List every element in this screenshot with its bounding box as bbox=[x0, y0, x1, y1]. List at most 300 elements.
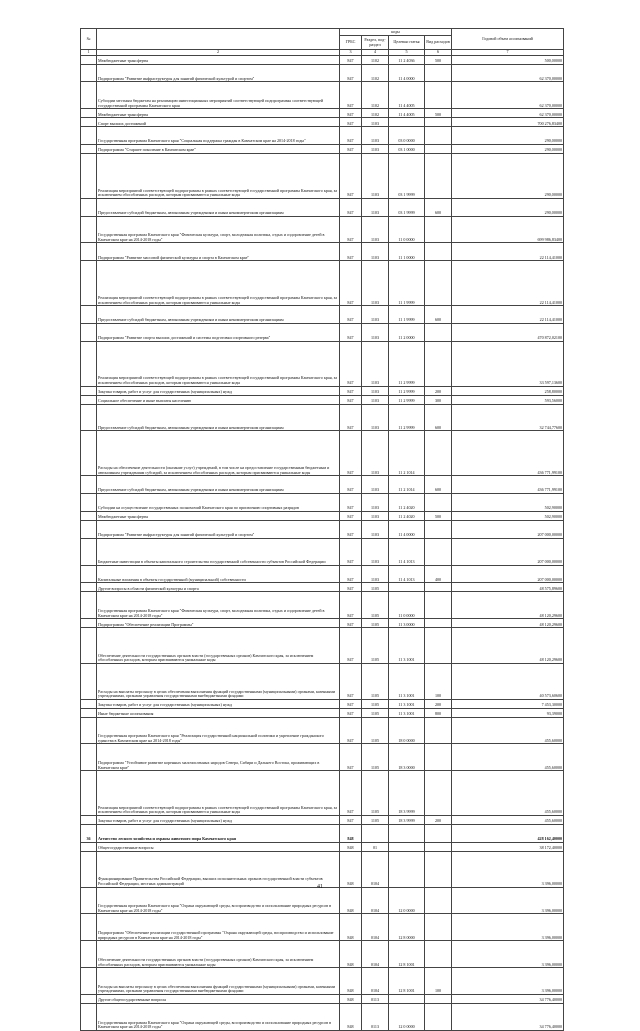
cell-sec: 1103 bbox=[362, 127, 389, 145]
header-section: Раздел, под-раздел bbox=[362, 36, 389, 50]
cell-grbs: 847 bbox=[340, 592, 362, 619]
cell-grbs: 847 bbox=[340, 82, 362, 109]
cell-name: Подпрограмма "Развитие инфраструктуры для занятий физической культурой и спортом" bbox=[97, 64, 340, 82]
table-row bbox=[81, 816, 564, 825]
cell-amt: 428 162,40000 bbox=[452, 825, 564, 843]
cell-typ bbox=[425, 592, 452, 619]
cell-tgt: 11 4 4005 bbox=[389, 109, 425, 118]
cell-no bbox=[81, 995, 97, 1004]
cell-sec: 1105 bbox=[362, 583, 389, 592]
cell-amt: 3 396,00000 bbox=[452, 968, 564, 995]
cell-typ: 800 bbox=[425, 708, 452, 717]
cell-typ bbox=[425, 323, 452, 341]
cell-sec: 1103 bbox=[362, 261, 389, 306]
cell-sec: 1103 bbox=[362, 476, 389, 494]
cell-amt: 22 114,41000 bbox=[452, 243, 564, 261]
cell-amt: 699 986,83400 bbox=[452, 216, 564, 243]
cell-typ bbox=[425, 520, 452, 538]
column-number: 3 bbox=[340, 50, 362, 56]
cell-tgt: 11 4 0000 bbox=[389, 64, 425, 82]
cell-grbs: 847 bbox=[340, 431, 362, 476]
cell-tgt: 11 2 9999 bbox=[389, 341, 425, 386]
cell-tgt: 12 8 0000 bbox=[389, 914, 425, 941]
cell-amt: 93,39000 bbox=[452, 708, 564, 717]
table-row bbox=[81, 404, 564, 431]
cell-typ: 300 bbox=[425, 395, 452, 404]
table-row bbox=[81, 619, 564, 628]
cell-tgt: 11 2 4020 bbox=[389, 493, 425, 511]
cell-typ: 500 bbox=[425, 511, 452, 520]
cell-typ: 200 bbox=[425, 699, 452, 708]
cell-amt: 62 370,00000 bbox=[452, 64, 564, 82]
cell-amt: 502,90000 bbox=[452, 493, 564, 511]
cell-no bbox=[81, 306, 97, 324]
cell-grbs: 847 bbox=[340, 306, 362, 324]
cell-name: Иные бюджетные ассигнования bbox=[97, 708, 340, 717]
cell-tgt: 11 1 0000 bbox=[389, 243, 425, 261]
cell-grbs: 847 bbox=[340, 243, 362, 261]
cell-no bbox=[81, 842, 97, 851]
cell-typ bbox=[425, 243, 452, 261]
cell-grbs: 847 bbox=[340, 816, 362, 825]
cell-amt: 48 120,29600 bbox=[452, 592, 564, 619]
table-row bbox=[81, 511, 564, 520]
cell-amt: 34 776,40000 bbox=[452, 1003, 564, 1030]
table-row bbox=[81, 851, 564, 887]
table-row bbox=[81, 1003, 564, 1030]
cell-amt: 290,00000 bbox=[452, 127, 564, 145]
cell-no bbox=[81, 816, 97, 825]
cell-amt: 40 573,60600 bbox=[452, 663, 564, 699]
cell-tgt: 11 2 9999 bbox=[389, 404, 425, 431]
cell-no bbox=[81, 744, 97, 771]
cell-typ bbox=[425, 216, 452, 243]
cell-name: Предоставление субсидий бюджетным, автономным учреждениям и иным некоммерческим организациям bbox=[97, 198, 340, 216]
cell-grbs: 847 bbox=[340, 261, 362, 306]
cell-no bbox=[81, 395, 97, 404]
cell-name: Межбюджетные трансферты bbox=[97, 109, 340, 118]
cell-no bbox=[81, 565, 97, 583]
cell-tgt bbox=[389, 825, 425, 843]
column-number: 1 bbox=[81, 50, 97, 56]
cell-sec: 1103 bbox=[362, 341, 389, 386]
cell-name: Закупка товаров, работ и услуг для государственных (муниципальных) нужд bbox=[97, 386, 340, 395]
cell-no bbox=[81, 887, 97, 914]
cell-grbs: 847 bbox=[340, 565, 362, 583]
cell-sec: 1105 bbox=[362, 699, 389, 708]
cell-no bbox=[81, 592, 97, 619]
cell-sec: 1105 bbox=[362, 592, 389, 619]
cell-tgt bbox=[389, 851, 425, 887]
cell-name: Обеспечение деятельности государственных органов власти (государственных органов) Камчатского края, за исключением обособленных расходов, которым присваиваются уникальные коды bbox=[97, 628, 340, 664]
table-header bbox=[81, 29, 564, 56]
cell-sec: 1105 bbox=[362, 663, 389, 699]
cell-amt: 290,00000 bbox=[452, 145, 564, 154]
table-row bbox=[81, 565, 564, 583]
cell-grbs: 847 bbox=[340, 64, 362, 82]
table-row bbox=[81, 127, 564, 145]
cell-name: Подпрограмма "Обеспечение реализации государственной программы "Охрана окружающей среды, воспроизводство и использование природных ресурсов в Камчатском крае на 2014-2018 годы" bbox=[97, 914, 340, 941]
cell-tgt: 11 3 1001 bbox=[389, 628, 425, 664]
cell-name: Государственная программа Камчатского края "Реализация государственной национальной политики и укрепление гражданского единства в Камчатском крае на 2014-2018 годы" bbox=[97, 717, 340, 744]
cell-sec: 1103 bbox=[362, 306, 389, 324]
cell-name: Предоставление субсидий бюджетным, автономным учреждениям и иным некоммерческим организациям bbox=[97, 404, 340, 431]
cell-amt: 3 396,00000 bbox=[452, 851, 564, 887]
cell-no bbox=[81, 708, 97, 717]
cell-grbs: 847 bbox=[340, 323, 362, 341]
cell-grbs: 848 bbox=[340, 887, 362, 914]
header-grbs: ГРБС bbox=[340, 36, 362, 50]
cell-grbs: 847 bbox=[340, 708, 362, 717]
cell-sec: 1103 bbox=[362, 511, 389, 520]
cell-tgt: 03 1 9999 bbox=[389, 198, 425, 216]
cell-amt: 436 771,99100 bbox=[452, 476, 564, 494]
cell-typ bbox=[425, 82, 452, 109]
cell-typ: 600 bbox=[425, 476, 452, 494]
cell-name: Реализация мероприятий соответствующей подпрограммы в рамках соответствующей государственной программы Камчатского края, за исключением обособленных расходов, которым присваиваются уникальные коды bbox=[97, 261, 340, 306]
cell-grbs: 848 bbox=[340, 968, 362, 995]
cell-sec: 1103 bbox=[362, 323, 389, 341]
table-row bbox=[81, 995, 564, 1004]
table-row bbox=[81, 261, 564, 306]
cell-no bbox=[81, 914, 97, 941]
cell-sec: 0104 bbox=[362, 968, 389, 995]
cell-no bbox=[81, 431, 97, 476]
cell-typ: 100 bbox=[425, 663, 452, 699]
cell-amt: 593,56000 bbox=[452, 395, 564, 404]
cell-name: Закупка товаров, работ и услуг для государственных (муниципальных) нужд bbox=[97, 816, 340, 825]
cell-sec: 0113 bbox=[362, 1003, 389, 1030]
cell-tgt: 12 0 0000 bbox=[389, 1003, 425, 1030]
cell-typ: 600 bbox=[425, 198, 452, 216]
cell-typ bbox=[425, 118, 452, 127]
page-number: 41 bbox=[317, 884, 323, 890]
cell-amt: 436 771,99100 bbox=[452, 431, 564, 476]
cell-tgt: 03 0 0000 bbox=[389, 127, 425, 145]
cell-sec: 1102 bbox=[362, 55, 389, 64]
cell-name: Государственная программа Камчатского края "Физическая культура, спорт, молодежная политика, отдых и оздоровление детей в Камчатском крае на 2014-2018 годы" bbox=[97, 592, 340, 619]
cell-tgt: 11 4 1013 bbox=[389, 538, 425, 565]
table-row bbox=[81, 717, 564, 744]
cell-grbs: 847 bbox=[340, 520, 362, 538]
cell-grbs: 847 bbox=[340, 744, 362, 771]
cell-tgt: 11 2 0000 bbox=[389, 323, 425, 341]
table-row bbox=[81, 476, 564, 494]
cell-typ: 500 bbox=[425, 55, 452, 64]
table-row bbox=[81, 64, 564, 82]
cell-grbs: 848 bbox=[340, 914, 362, 941]
cell-no bbox=[81, 216, 97, 243]
cell-amt: 3 396,00000 bbox=[452, 914, 564, 941]
cell-amt: 48 120,29600 bbox=[452, 619, 564, 628]
table-row bbox=[81, 708, 564, 717]
cell-name: Функционирование Правительства Российской Федерации, высших исполнительных органов государственной власти субъектов Российской Федерации, местных администраций bbox=[97, 851, 340, 887]
cell-no bbox=[81, 583, 97, 592]
table-row bbox=[81, 825, 564, 843]
table-row bbox=[81, 386, 564, 395]
cell-no bbox=[81, 663, 97, 699]
header-codes-group: коды bbox=[340, 29, 452, 36]
cell-tgt: 18 3 9999 bbox=[389, 771, 425, 816]
cell-amt: 470 872,02100 bbox=[452, 323, 564, 341]
cell-typ bbox=[425, 431, 452, 476]
cell-sec: 01 bbox=[362, 842, 389, 851]
table-row bbox=[81, 306, 564, 324]
cell-name: Бюджетные инвестиции в объекты капитального строительства государственной собственности субъектов Российской Федерации bbox=[97, 538, 340, 565]
header-type: Вид расходов bbox=[425, 36, 452, 50]
table-row bbox=[81, 109, 564, 118]
cell-name: Подпрограмма "Старшее поколение в Камчатском крае" bbox=[97, 145, 340, 154]
cell-tgt: 18 0 0000 bbox=[389, 717, 425, 744]
cell-typ: 200 bbox=[425, 816, 452, 825]
cell-tgt: 11 1 9999 bbox=[389, 306, 425, 324]
cell-amt: 455,60000 bbox=[452, 717, 564, 744]
cell-sec: 0113 bbox=[362, 995, 389, 1004]
cell-typ bbox=[425, 995, 452, 1004]
cell-name: Спорт высших достижений bbox=[97, 118, 340, 127]
cell-grbs: 848 bbox=[340, 842, 362, 851]
cell-no bbox=[81, 55, 97, 64]
cell-tgt: 03 1 0000 bbox=[389, 145, 425, 154]
table-row bbox=[81, 82, 564, 109]
cell-amt: 455,60000 bbox=[452, 771, 564, 816]
cell-typ: 600 bbox=[425, 404, 452, 431]
cell-sec: 1103 bbox=[362, 118, 389, 127]
table-row bbox=[81, 145, 564, 154]
cell-typ: 100 bbox=[425, 968, 452, 995]
cell-sec bbox=[362, 825, 389, 843]
cell-amt: 207 000,00000 bbox=[452, 538, 564, 565]
table-row bbox=[81, 395, 564, 404]
cell-no bbox=[81, 1003, 97, 1030]
cell-amt: 3 396,00000 bbox=[452, 941, 564, 968]
cell-tgt: 11 4 0000 bbox=[389, 520, 425, 538]
cell-no bbox=[81, 82, 97, 109]
cell-sec: 1103 bbox=[362, 538, 389, 565]
cell-no bbox=[81, 243, 97, 261]
cell-name: Социальное обеспечение и иные выплаты населению bbox=[97, 395, 340, 404]
cell-grbs: 847 bbox=[340, 118, 362, 127]
cell-name: Реализация мероприятий соответствующей подпрограммы в рамках соответствующей государственной программы Камчатского края, за исключением обособленных расходов, которым присваиваются уникальные коды bbox=[97, 153, 340, 198]
cell-name: Общегосударственные вопросы bbox=[97, 842, 340, 851]
cell-name: Субсидии местным бюджетам на реализацию инвестиционных мероприятий соответствующей подпрограммы соответствующей государственной программы Камчатского края bbox=[97, 82, 340, 109]
cell-tgt: 11 4 1013 bbox=[389, 565, 425, 583]
cell-grbs: 847 bbox=[340, 628, 362, 664]
cell-amt: 3 396,00000 bbox=[452, 887, 564, 914]
cell-sec: 1103 bbox=[362, 386, 389, 395]
cell-typ bbox=[425, 628, 452, 664]
cell-typ: 400 bbox=[425, 565, 452, 583]
cell-tgt: 11 2 4036 bbox=[389, 55, 425, 64]
cell-no bbox=[81, 628, 97, 664]
cell-no bbox=[81, 341, 97, 386]
table-row bbox=[81, 216, 564, 243]
cell-grbs: 847 bbox=[340, 145, 362, 154]
cell-name: Подпрограмма "Устойчивое развитие коренных малочисленных народов Севера, Сибири и Дальнего Востока, проживающих в Камчатском крае" bbox=[97, 744, 340, 771]
cell-name: Предоставление субсидий бюджетным, автономным учреждениям и иным некоммерческим организациям bbox=[97, 306, 340, 324]
table-row bbox=[81, 118, 564, 127]
cell-name: Закупка товаров, работ и услуг для государственных (муниципальных) нужд bbox=[97, 699, 340, 708]
cell-grbs: 847 bbox=[340, 511, 362, 520]
cell-typ: 500 bbox=[425, 109, 452, 118]
table-row bbox=[81, 592, 564, 619]
cell-typ bbox=[425, 914, 452, 941]
cell-amt: 33 597,13600 bbox=[452, 341, 564, 386]
cell-grbs: 847 bbox=[340, 476, 362, 494]
cell-sec: 1105 bbox=[362, 816, 389, 825]
cell-name: Другие общегосударственные вопросы bbox=[97, 995, 340, 1004]
cell-typ bbox=[425, 825, 452, 843]
cell-sec: 1105 bbox=[362, 744, 389, 771]
cell-tgt: 03 1 9999 bbox=[389, 153, 425, 198]
cell-name: Субсидии на осуществление государственных полномочий Камчатского края по присвоению спортивных разрядов bbox=[97, 493, 340, 511]
cell-typ bbox=[425, 619, 452, 628]
cell-sec: 1103 bbox=[362, 216, 389, 243]
cell-sec: 1103 bbox=[362, 145, 389, 154]
cell-tgt: 11 3 1001 bbox=[389, 663, 425, 699]
cell-amt: 62 370,00000 bbox=[452, 82, 564, 109]
document-page bbox=[80, 28, 563, 1031]
cell-tgt: 11 2 9999 bbox=[389, 395, 425, 404]
cell-tgt bbox=[389, 583, 425, 592]
cell-no bbox=[81, 493, 97, 511]
cell-typ: 200 bbox=[425, 386, 452, 395]
cell-name: Капитальные вложения в объекты государственной (муниципальной) собственности bbox=[97, 565, 340, 583]
table-row bbox=[81, 699, 564, 708]
cell-sec: 1103 bbox=[362, 493, 389, 511]
cell-typ bbox=[425, 261, 452, 306]
cell-no bbox=[81, 64, 97, 82]
cell-tgt: 18 3 9999 bbox=[389, 816, 425, 825]
cell-sec: 1102 bbox=[362, 82, 389, 109]
cell-amt: 290,00000 bbox=[452, 153, 564, 198]
cell-tgt: 11 1 9999 bbox=[389, 261, 425, 306]
cell-sec: 1105 bbox=[362, 628, 389, 664]
cell-amt: 7 453,30000 bbox=[452, 699, 564, 708]
cell-typ bbox=[425, 941, 452, 968]
cell-name: Расходы на выплаты персоналу в целях обеспечения выполнения функций государственными (муниципальными) органами, казенными учреждениями, органами управления государственными внебюджетными фондами bbox=[97, 968, 340, 995]
cell-tgt: 12 8 1001 bbox=[389, 941, 425, 968]
cell-typ: 600 bbox=[425, 306, 452, 324]
column-number: 5 bbox=[389, 50, 425, 56]
cell-grbs: 847 bbox=[340, 55, 362, 64]
cell-no bbox=[81, 717, 97, 744]
cell-grbs: 847 bbox=[340, 619, 362, 628]
cell-grbs: 847 bbox=[340, 386, 362, 395]
cell-sec: 1102 bbox=[362, 109, 389, 118]
cell-grbs: 847 bbox=[340, 127, 362, 145]
cell-name: Межбюджетные трансферты bbox=[97, 511, 340, 520]
cell-amt: 207 000,00000 bbox=[452, 520, 564, 538]
cell-typ bbox=[425, 887, 452, 914]
cell-grbs: 847 bbox=[340, 404, 362, 431]
table-row bbox=[81, 914, 564, 941]
cell-typ bbox=[425, 341, 452, 386]
cell-no bbox=[81, 941, 97, 968]
cell-grbs: 848 bbox=[340, 995, 362, 1004]
cell-amt: 502,90000 bbox=[452, 511, 564, 520]
cell-no bbox=[81, 127, 97, 145]
cell-typ bbox=[425, 64, 452, 82]
cell-grbs: 847 bbox=[340, 216, 362, 243]
cell-amt: 62 370,00000 bbox=[452, 109, 564, 118]
cell-no bbox=[81, 404, 97, 431]
table-row bbox=[81, 153, 564, 198]
cell-tgt bbox=[389, 118, 425, 127]
header-name bbox=[97, 29, 340, 50]
table-row bbox=[81, 663, 564, 699]
cell-amt: 22 114,41000 bbox=[452, 261, 564, 306]
cell-amt: 38 172,40000 bbox=[452, 842, 564, 851]
cell-tgt: 11 4 4005 bbox=[389, 82, 425, 109]
cell-sec: 1103 bbox=[362, 520, 389, 538]
cell-no: 36 bbox=[81, 825, 97, 843]
cell-no bbox=[81, 476, 97, 494]
cell-name: Подпрограмма "Развитие спорта высших достижений и системы подготовки спортивного резерва" bbox=[97, 323, 340, 341]
column-number: 4 bbox=[362, 50, 389, 56]
cell-amt: 500,00000 bbox=[452, 55, 564, 64]
cell-grbs: 847 bbox=[340, 341, 362, 386]
cell-typ bbox=[425, 145, 452, 154]
table-row bbox=[81, 583, 564, 592]
cell-amt: 455,60000 bbox=[452, 816, 564, 825]
cell-sec: 1102 bbox=[362, 64, 389, 82]
table-row bbox=[81, 341, 564, 386]
cell-typ bbox=[425, 744, 452, 771]
header-target: Целевая статья bbox=[389, 36, 425, 50]
table-row bbox=[81, 744, 564, 771]
cell-tgt: 11 3 1001 bbox=[389, 699, 425, 708]
table-row bbox=[81, 520, 564, 538]
cell-amt: 48 120,29600 bbox=[452, 628, 564, 664]
cell-sec: 1103 bbox=[362, 153, 389, 198]
cell-tgt: 12 8 1001 bbox=[389, 968, 425, 995]
cell-name: Подпрограмма "Развитие массовой физической культуры и спорта в Камчатском крае" bbox=[97, 243, 340, 261]
cell-sec: 1103 bbox=[362, 404, 389, 431]
cell-grbs: 847 bbox=[340, 663, 362, 699]
cell-name: Подпрограмма "Обеспечение реализации Программы" bbox=[97, 619, 340, 628]
cell-tgt: 11 3 0000 bbox=[389, 619, 425, 628]
cell-grbs: 847 bbox=[340, 493, 362, 511]
cell-amt: 700 276,83400 bbox=[452, 118, 564, 127]
cell-sec: 0104 bbox=[362, 887, 389, 914]
cell-typ bbox=[425, 538, 452, 565]
cell-grbs: 848 bbox=[340, 825, 362, 843]
cell-tgt: 18 3 0000 bbox=[389, 744, 425, 771]
cell-tgt: 12 0 0000 bbox=[389, 887, 425, 914]
cell-no bbox=[81, 851, 97, 887]
table-row bbox=[81, 431, 564, 476]
cell-typ bbox=[425, 771, 452, 816]
table-row bbox=[81, 842, 564, 851]
cell-grbs: 847 bbox=[340, 538, 362, 565]
cell-amt: 207 000,00000 bbox=[452, 565, 564, 583]
cell-no bbox=[81, 619, 97, 628]
cell-grbs: 847 bbox=[340, 717, 362, 744]
cell-tgt: 11 2 1014 bbox=[389, 476, 425, 494]
cell-no bbox=[81, 109, 97, 118]
cell-name: Расходы на обеспечение деятельности (оказание услуг) учреждений, в том числе на предоставление государственным бюджетным и автономным учреждениям субсидий, за исключением обособленных расходов, которым присваиваются уникальные коды bbox=[97, 431, 340, 476]
cell-tgt: 11 0 0000 bbox=[389, 592, 425, 619]
column-number: 2 bbox=[97, 50, 340, 56]
cell-typ bbox=[425, 717, 452, 744]
cell-sec: 0104 bbox=[362, 914, 389, 941]
cell-grbs: 848 bbox=[340, 941, 362, 968]
cell-name: Агентство лесного хозяйства и охраны животного мира Камчатского края bbox=[97, 825, 340, 843]
header-no: № bbox=[81, 29, 97, 50]
table-row bbox=[81, 198, 564, 216]
cell-no bbox=[81, 261, 97, 306]
